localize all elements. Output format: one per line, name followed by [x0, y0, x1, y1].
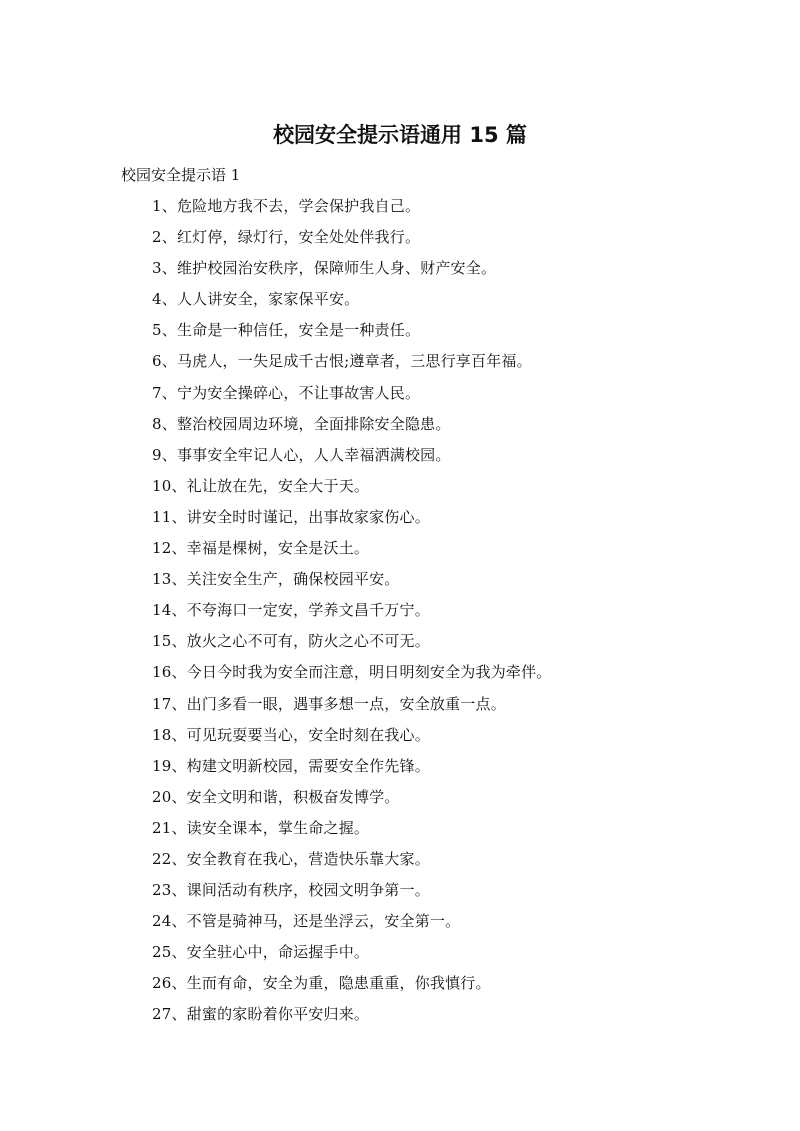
list-item: 1、危险地方我不去，学会保护我自己。 [152, 197, 421, 215]
list-item: 15、放火之心不可有，防火之心不可无。 [152, 632, 430, 651]
list-item: 19、构建文明新校园，需要安全作先锋。 [152, 756, 430, 775]
list-item: 24、不管是骑神马，还是坐浮云，安全第一。 [152, 912, 461, 931]
document-title: 校园安全提示语通用 15 篇 [273, 123, 527, 147]
list-item: 12、幸福是棵树，安全是沃土。 [152, 539, 370, 558]
list-item: 11、讲安全时时谨记，出事故家家伤心。 [152, 507, 430, 526]
list-item: 3、维护校园治安秩序，保障师生人身、财产安全。 [152, 259, 497, 278]
list-item: 6、马虎人，一失足成千古恨;遵章者，三思行享百年福。 [152, 352, 532, 371]
list-item: 26、生而有命，安全为重，隐患重重，你我慎行。 [152, 974, 491, 993]
list-item: 27、甜蜜的家盼着你平安归来。 [152, 1005, 370, 1024]
list-item: 10、礼让放在先，安全大于天。 [152, 476, 370, 495]
list-item: 21、读安全课本，掌生命之握。 [152, 818, 370, 837]
list-item: 2、红灯停，绿灯行，安全处处伴我行。 [152, 228, 421, 247]
list-item: 17、出门多看一眼，遇事多想一点，安全放重一点。 [152, 694, 506, 713]
list-item: 9、事事安全牢记人心，人人幸福洒满校园。 [152, 445, 451, 464]
list-item: 5、生命是一种信任，安全是一种责任。 [152, 321, 421, 340]
section-heading: 校园安全提示语 1 [121, 166, 241, 184]
list-item: 23、课间活动有秩序，校园文明争第一。 [152, 881, 430, 900]
list-item: 4、人人讲安全，家家保平安。 [152, 290, 360, 309]
list-item: 14、不夸海口一定安，学养文昌千万宁。 [152, 601, 430, 620]
list-item: 13、关注安全生产，确保校园平安。 [152, 570, 400, 589]
list-item: 8、整治校园周边环境，全面排除安全隐患。 [152, 414, 451, 433]
list-item: 22、安全教育在我心，营造快乐靠大家。 [152, 849, 430, 868]
slogan-list [152, 193, 752, 1033]
list-item: 7、宁为安全操碎心，不让事故害人民。 [152, 383, 421, 402]
list-item: 20、安全文明和谐，积极奋发博学。 [152, 787, 400, 806]
list-item: 18、可见玩耍要当心，安全时刻在我心。 [152, 725, 430, 744]
list-item: 25、安全驻心中，命运握手中。 [152, 943, 370, 962]
list-item: 16、今日今时我为安全而注意，明日明刻安全为我为牵伴。 [152, 663, 552, 682]
